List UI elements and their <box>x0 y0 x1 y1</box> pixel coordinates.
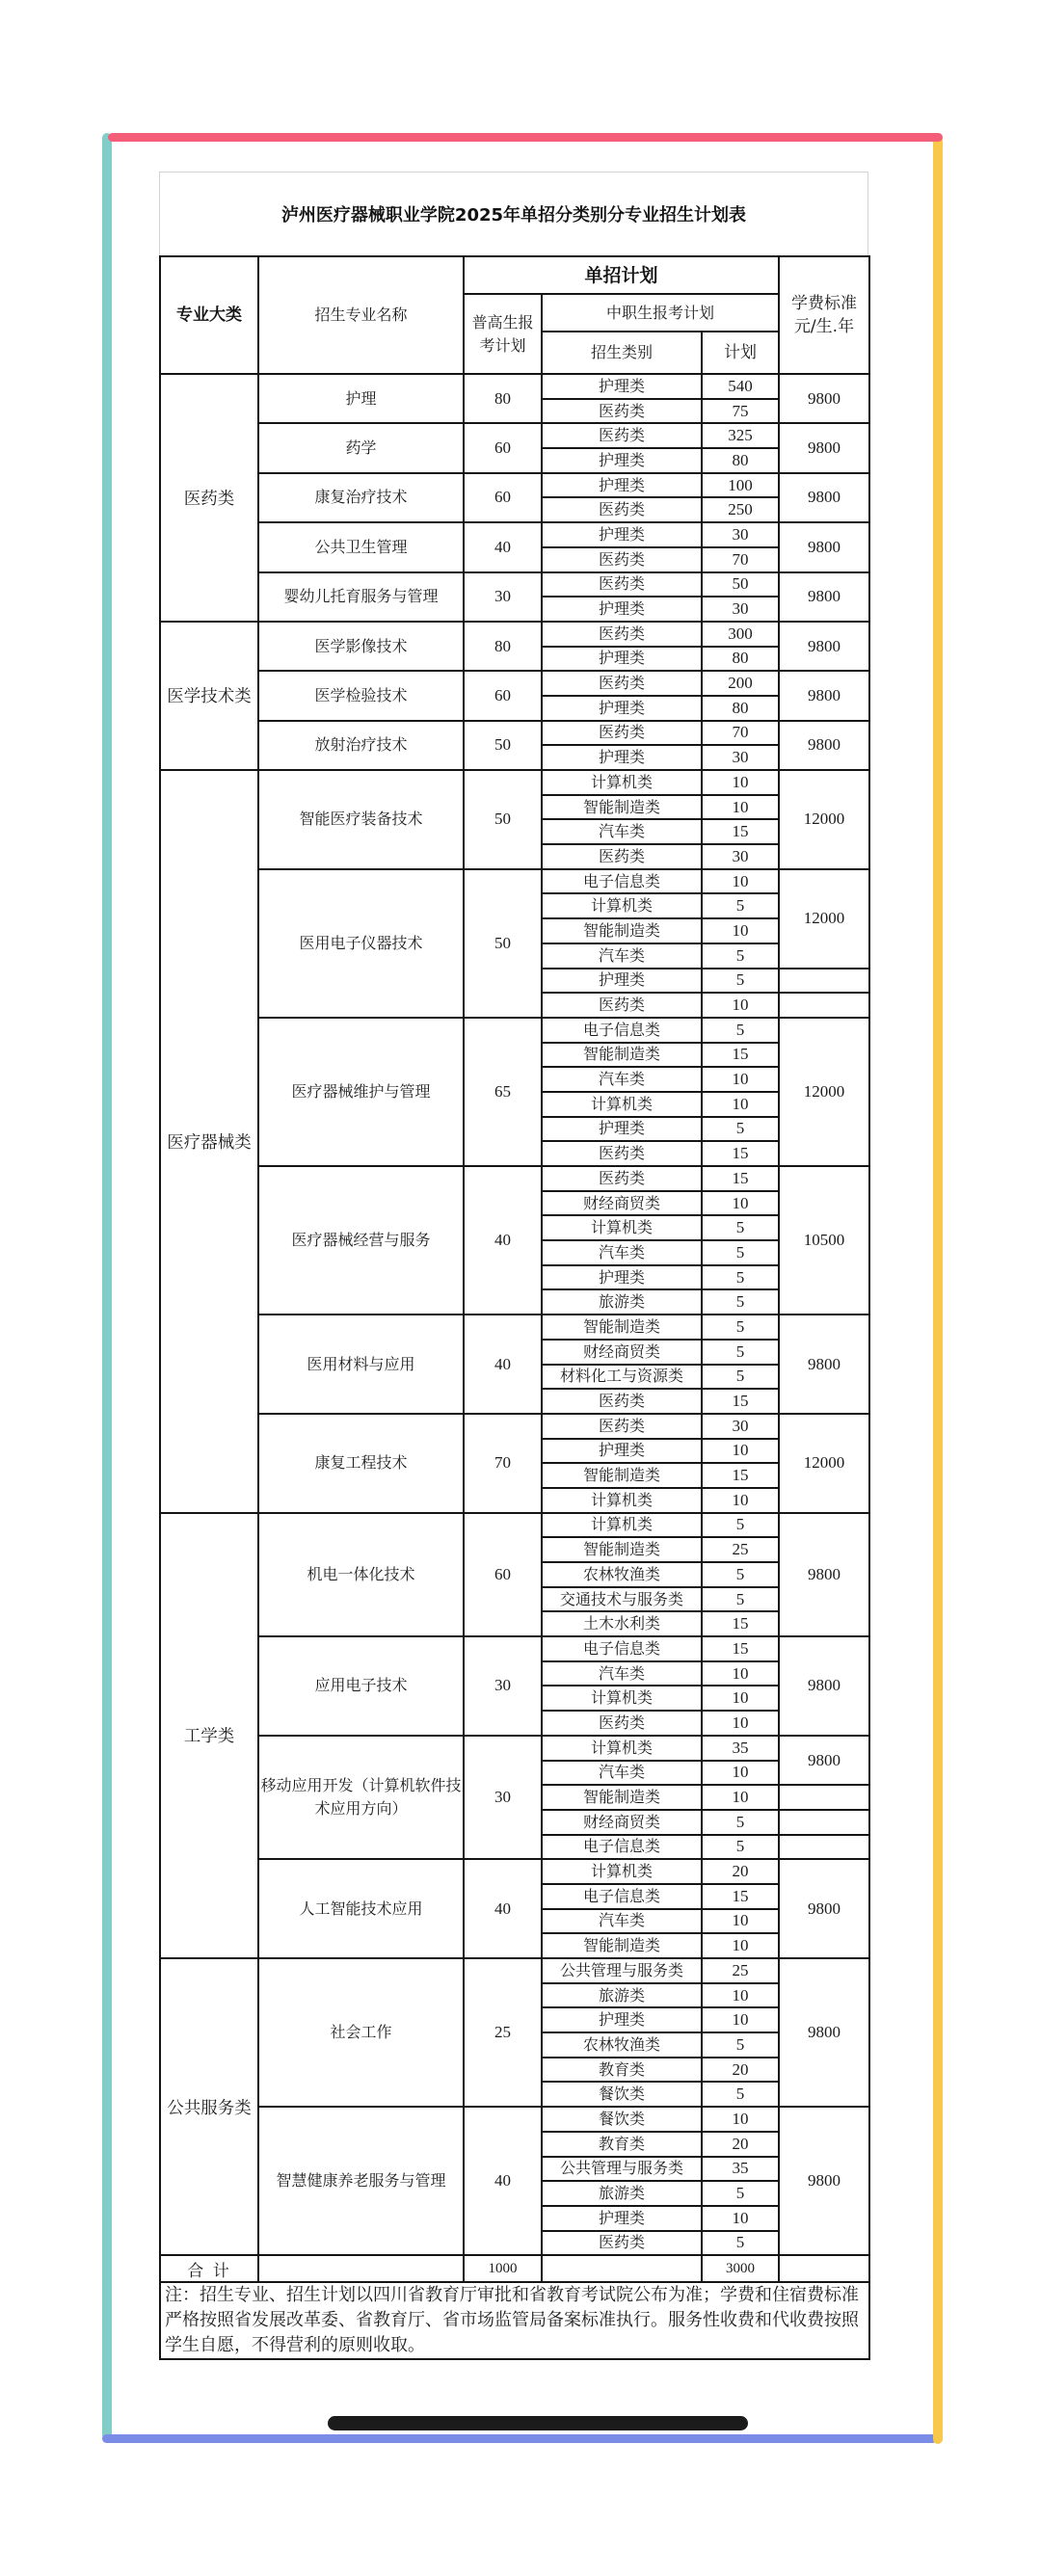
vocational-plan-cell: 70 <box>702 721 779 746</box>
vocational-plan-cell: 10 <box>702 1661 779 1686</box>
total-vocational-plan: 3000 <box>702 2255 779 2282</box>
general-plan-cell: 40 <box>464 522 542 571</box>
vocational-plan-cell: 5 <box>702 1315 779 1340</box>
enroll-category-cell: 智能制造类 <box>542 1463 702 1488</box>
tuition-cell: 9800 <box>779 622 869 671</box>
enroll-category-cell: 餐饮类 <box>542 2082 702 2107</box>
enroll-category-cell: 医药类 <box>542 1389 702 1414</box>
vocational-plan-cell: 15 <box>702 1884 779 1909</box>
vocational-plan-cell: 250 <box>702 497 779 522</box>
enroll-category-cell: 护理类 <box>542 2206 702 2231</box>
vocational-plan-cell: 5 <box>702 943 779 969</box>
vocational-plan-cell: 30 <box>702 745 779 770</box>
table-row <box>160 1018 869 1043</box>
tuition-cell: 12000 <box>779 1414 869 1513</box>
vocational-plan-cell: 70 <box>702 547 779 572</box>
enroll-category-cell: 餐饮类 <box>542 2107 702 2132</box>
vocational-plan-cell: 5 <box>702 1513 779 1538</box>
category-cell: 医学技术类 <box>160 622 258 770</box>
vocational-plan-cell: 10 <box>702 918 779 943</box>
table-row <box>160 1414 869 1439</box>
enroll-category-cell: 财经商贸类 <box>542 1810 702 1835</box>
general-plan-cell: 65 <box>464 1018 542 1166</box>
enroll-category-cell: 财经商贸类 <box>542 1191 702 1216</box>
enroll-category-cell: 医药类 <box>542 1711 702 1736</box>
vocational-plan-cell: 5 <box>702 1215 779 1240</box>
enroll-category-cell: 材料化工与资源类 <box>542 1365 702 1390</box>
tuition-cell: 12000 <box>779 1018 869 1166</box>
enroll-category-cell: 医药类 <box>542 423 702 448</box>
vocational-plan-cell: 10 <box>702 869 779 894</box>
vocational-plan-cell: 15 <box>702 1611 779 1636</box>
enroll-category-cell: 交通技术与服务类 <box>542 1587 702 1612</box>
enroll-category-cell: 计算机类 <box>542 893 702 918</box>
vocational-plan-cell: 80 <box>702 647 779 672</box>
tuition-cell: 9800 <box>779 1736 869 1785</box>
enroll-category-cell: 医药类 <box>542 399 702 424</box>
tuition-empty-cell <box>779 1835 869 1860</box>
enroll-category-cell: 汽车类 <box>542 1661 702 1686</box>
enrollment-plan-table <box>159 255 870 2360</box>
tuition-cell: 9800 <box>779 1315 869 1414</box>
vocational-plan-cell: 10 <box>702 1761 779 1786</box>
tuition-cell: 9800 <box>779 473 869 522</box>
enroll-category-cell: 护理类 <box>542 696 702 721</box>
enroll-category-cell: 智能制造类 <box>542 795 702 820</box>
enroll-category-cell: 医药类 <box>542 993 702 1018</box>
enroll-category-cell: 护理类 <box>542 647 702 672</box>
enroll-category-cell: 计算机类 <box>542 1513 702 1538</box>
major-name-cell: 医疗器械维护与管理 <box>258 1018 464 1166</box>
enroll-category-cell: 护理类 <box>542 374 702 399</box>
tuition-cell: 9800 <box>779 1958 869 2107</box>
vocational-plan-cell: 25 <box>702 1958 779 1983</box>
note-row <box>160 2282 869 2359</box>
enroll-category-cell: 公共管理与服务类 <box>542 2157 702 2182</box>
enroll-category-cell: 医药类 <box>542 2231 702 2256</box>
vocational-plan-cell: 200 <box>702 671 779 696</box>
enroll-category-cell: 医药类 <box>542 1166 702 1191</box>
table-footer <box>160 2255 869 2359</box>
tuition-cell: 10500 <box>779 1166 869 1315</box>
table-title: 泸州医疗器械职业学院2025年单招分类别分专业招生计划表 <box>280 205 747 226</box>
tuition-cell: 9800 <box>779 671 869 720</box>
enroll-category-cell: 电子信息类 <box>542 1835 702 1860</box>
vocational-plan-cell: 5 <box>702 1835 779 1860</box>
vocational-plan-cell: 25 <box>702 1537 779 1562</box>
vocational-plan-cell: 10 <box>702 1933 779 1958</box>
major-name-cell: 康复工程技术 <box>258 1414 464 1513</box>
general-plan-cell: 60 <box>464 1513 542 1636</box>
major-name-cell: 婴幼儿托育服务与管理 <box>258 572 464 622</box>
enroll-category-cell: 护理类 <box>542 448 702 473</box>
enroll-category-cell: 医药类 <box>542 721 702 746</box>
major-name-cell: 智能医疗装备技术 <box>258 770 464 869</box>
enroll-category-cell: 智能制造类 <box>542 1785 702 1810</box>
vocational-plan-cell: 30 <box>702 597 779 622</box>
vocational-plan-cell: 540 <box>702 374 779 399</box>
enroll-category-cell: 计算机类 <box>542 770 702 795</box>
enroll-category-cell: 医药类 <box>542 497 702 522</box>
enroll-category-cell: 智能制造类 <box>542 1537 702 1562</box>
vocational-plan-cell: 15 <box>702 1463 779 1488</box>
enroll-category-cell: 护理类 <box>542 1439 702 1464</box>
table-row <box>160 374 869 399</box>
vocational-plan-cell: 10 <box>702 2206 779 2231</box>
enroll-category-cell: 计算机类 <box>542 1215 702 1240</box>
vocational-plan-cell: 300 <box>702 622 779 647</box>
vocational-plan-cell: 5 <box>702 1240 779 1265</box>
general-plan-cell: 60 <box>464 423 542 472</box>
vocational-plan-cell: 5 <box>702 969 779 994</box>
general-plan-cell: 60 <box>464 671 542 720</box>
table-row <box>160 671 869 696</box>
table-row <box>160 423 869 448</box>
major-name-cell: 放射治疗技术 <box>258 721 464 770</box>
enroll-category-cell: 教育类 <box>542 2132 702 2157</box>
frame-top-border <box>108 133 943 142</box>
header-tuition-line1: 学费标准 <box>791 294 858 313</box>
tuition-cell: 9800 <box>779 374 869 423</box>
home-indicator-bar[interactable] <box>328 2416 748 2430</box>
enroll-category-cell: 护理类 <box>542 597 702 622</box>
table-row <box>160 1315 869 1340</box>
vocational-plan-cell: 75 <box>702 399 779 424</box>
vocational-plan-cell: 30 <box>702 1414 779 1439</box>
tuition-cell: 9800 <box>779 522 869 571</box>
total-row <box>160 2255 869 2282</box>
general-plan-cell: 50 <box>464 721 542 770</box>
vocational-plan-cell: 10 <box>702 1909 779 1934</box>
vocational-plan-cell: 15 <box>702 1636 779 1661</box>
major-name-cell: 医疗器械经营与服务 <box>258 1166 464 1315</box>
general-plan-cell: 70 <box>464 1414 542 1513</box>
table-row <box>160 1166 869 1191</box>
vocational-plan-cell: 10 <box>702 2007 779 2032</box>
tuition-cell: 9800 <box>779 1513 869 1636</box>
table-row <box>160 473 869 498</box>
enroll-category-cell: 旅游类 <box>542 2181 702 2206</box>
tuition-empty-cell <box>779 1785 869 1810</box>
major-name-cell: 护理 <box>258 374 464 423</box>
tuition-cell: 9800 <box>779 2107 869 2255</box>
enroll-category-cell: 计算机类 <box>542 1488 702 1513</box>
enroll-category-cell: 医药类 <box>542 671 702 696</box>
enroll-category-cell: 电子信息类 <box>542 869 702 894</box>
general-plan-cell: 50 <box>464 770 542 869</box>
vocational-plan-cell: 10 <box>702 1191 779 1216</box>
major-name-cell: 医用电子仪器技术 <box>258 869 464 1018</box>
major-name-cell: 公共卫生管理 <box>258 522 464 571</box>
vocational-plan-cell: 5 <box>702 1562 779 1587</box>
vocational-plan-cell: 35 <box>702 2157 779 2182</box>
enroll-category-cell: 汽车类 <box>542 819 702 844</box>
vocational-plan-cell: 35 <box>702 1736 779 1761</box>
frame-bottom-border <box>102 2434 937 2443</box>
vocational-plan-cell: 5 <box>702 893 779 918</box>
enroll-category-cell: 护理类 <box>542 969 702 994</box>
header-plan: 计划 <box>702 332 779 374</box>
vocational-plan-cell: 10 <box>702 1488 779 1513</box>
enroll-category-cell: 智能制造类 <box>542 918 702 943</box>
table-row <box>160 1636 869 1661</box>
vocational-plan-cell: 50 <box>702 572 779 598</box>
general-plan-cell: 60 <box>464 473 542 522</box>
header-category: 专业大类 <box>160 256 258 374</box>
enroll-category-cell: 汽车类 <box>542 1240 702 1265</box>
major-name-cell: 社会工作 <box>258 1958 464 2107</box>
total-empty-cell <box>258 2255 464 2282</box>
category-cell: 医药类 <box>160 374 258 622</box>
tuition-cell: 12000 <box>779 869 869 969</box>
enroll-category-cell: 护理类 <box>542 1117 702 1142</box>
total-general-plan: 1000 <box>464 2255 542 2282</box>
enroll-category-cell: 护理类 <box>542 473 702 498</box>
tuition-cell: 12000 <box>779 770 869 869</box>
vocational-plan-cell: 15 <box>702 1166 779 1191</box>
enroll-category-cell: 智能制造类 <box>542 1315 702 1340</box>
enroll-category-cell: 护理类 <box>542 745 702 770</box>
major-name-cell: 智慧健康养老服务与管理 <box>258 2107 464 2255</box>
vocational-plan-cell: 5 <box>702 1018 779 1043</box>
enroll-category-cell: 汽车类 <box>542 1761 702 1786</box>
general-plan-cell: 40 <box>464 1859 542 1958</box>
general-plan-cell: 40 <box>464 1166 542 1315</box>
general-plan-cell: 40 <box>464 2107 542 2255</box>
vocational-plan-cell: 5 <box>702 1340 779 1365</box>
vocational-plan-cell: 10 <box>702 1439 779 1464</box>
enroll-category-cell: 医药类 <box>542 572 702 598</box>
tuition-empty-cell <box>779 993 869 1018</box>
enroll-category-cell: 医药类 <box>542 1414 702 1439</box>
enroll-category-cell: 计算机类 <box>542 1859 702 1884</box>
vocational-plan-cell: 15 <box>702 819 779 844</box>
table-row <box>160 622 869 647</box>
table-row <box>160 1958 869 1983</box>
enrollment-plan-document <box>159 172 868 2360</box>
enroll-category-cell: 旅游类 <box>542 1983 702 2008</box>
enroll-category-cell: 教育类 <box>542 2058 702 2083</box>
vocational-plan-cell: 10 <box>702 1983 779 2008</box>
header-vocational-plan: 中职生报考计划 <box>542 294 779 332</box>
general-plan-cell: 30 <box>464 1636 542 1736</box>
table-row <box>160 2107 869 2132</box>
vocational-plan-cell: 5 <box>702 1117 779 1142</box>
vocational-plan-cell: 80 <box>702 696 779 721</box>
enroll-category-cell: 智能制造类 <box>542 1933 702 1958</box>
enroll-category-cell: 护理类 <box>542 522 702 547</box>
enroll-category-cell: 汽车类 <box>542 1067 702 1092</box>
general-plan-cell: 30 <box>464 1736 542 1859</box>
enroll-category-cell: 汽车类 <box>542 943 702 969</box>
major-name-cell: 康复治疗技术 <box>258 473 464 522</box>
category-cell: 医疗器械类 <box>160 770 258 1513</box>
enroll-category-cell: 智能制造类 <box>542 1043 702 1068</box>
general-plan-cell: 40 <box>464 1315 542 1414</box>
enroll-category-cell: 医药类 <box>542 622 702 647</box>
enroll-category-cell: 旅游类 <box>542 1289 702 1315</box>
vocational-plan-cell: 10 <box>702 770 779 795</box>
tuition-empty-cell <box>779 969 869 994</box>
tuition-cell: 9800 <box>779 1636 869 1736</box>
vocational-plan-cell: 5 <box>702 2082 779 2107</box>
vocational-plan-cell: 10 <box>702 1711 779 1736</box>
vocational-plan-cell: 10 <box>702 993 779 1018</box>
tuition-cell: 9800 <box>779 721 869 770</box>
total-empty-cell <box>779 2255 869 2282</box>
major-name-cell: 移动应用开发（计算机软件技术应用方向） <box>258 1736 464 1859</box>
header-single-enrollment-plan: 单招计划 <box>464 256 779 294</box>
header-tuition-line2: 元/生.年 <box>793 317 855 336</box>
vocational-plan-cell: 5 <box>702 1365 779 1390</box>
tuition-empty-cell <box>779 1810 869 1835</box>
vocational-plan-cell: 30 <box>702 522 779 547</box>
vocational-plan-cell: 20 <box>702 1859 779 1884</box>
general-plan-cell: 50 <box>464 869 542 1018</box>
vocational-plan-cell: 100 <box>702 473 779 498</box>
header-row-1 <box>160 256 869 294</box>
general-plan-cell: 80 <box>464 374 542 423</box>
enroll-category-cell: 电子信息类 <box>542 1018 702 1043</box>
vocational-plan-cell: 10 <box>702 2107 779 2132</box>
vocational-plan-cell: 5 <box>702 1289 779 1315</box>
vocational-plan-cell: 5 <box>702 2032 779 2058</box>
plan-table-body <box>160 374 869 2255</box>
vocational-plan-cell: 10 <box>702 1686 779 1711</box>
table-row <box>160 1736 869 1761</box>
vocational-plan-cell: 10 <box>702 1092 779 1117</box>
enroll-category-cell: 土木水利类 <box>542 1611 702 1636</box>
enroll-category-cell: 计算机类 <box>542 1686 702 1711</box>
general-plan-cell: 25 <box>464 1958 542 2107</box>
vocational-plan-cell: 20 <box>702 2132 779 2157</box>
vocational-plan-cell: 15 <box>702 1389 779 1414</box>
vocational-plan-cell: 10 <box>702 1785 779 1810</box>
header-tuition <box>779 256 869 374</box>
table-header <box>160 256 869 374</box>
table-title-box <box>159 172 868 255</box>
table-row <box>160 721 869 746</box>
enroll-category-cell: 护理类 <box>542 1265 702 1290</box>
vocational-plan-cell: 15 <box>702 1141 779 1166</box>
vocational-plan-cell: 20 <box>702 2058 779 2083</box>
header-major-name: 招生专业名称 <box>258 256 464 374</box>
table-row <box>160 522 869 547</box>
enroll-category-cell: 电子信息类 <box>542 1884 702 1909</box>
tuition-cell: 9800 <box>779 423 869 472</box>
vocational-plan-cell: 325 <box>702 423 779 448</box>
header-enroll-category: 招生类别 <box>542 332 702 374</box>
enroll-category-cell: 汽车类 <box>542 1909 702 1934</box>
enroll-category-cell: 医药类 <box>542 1141 702 1166</box>
enroll-category-cell: 财经商贸类 <box>542 1340 702 1365</box>
frame-right-border <box>933 136 943 2444</box>
vocational-plan-cell: 5 <box>702 2231 779 2256</box>
category-cell: 工学类 <box>160 1513 258 1958</box>
table-row <box>160 1859 869 1884</box>
tuition-cell: 9800 <box>779 1859 869 1958</box>
enroll-category-cell: 医药类 <box>542 547 702 572</box>
enroll-category-cell: 医药类 <box>542 844 702 869</box>
vocational-plan-cell: 5 <box>702 1810 779 1835</box>
enroll-category-cell: 计算机类 <box>542 1092 702 1117</box>
vocational-plan-cell: 80 <box>702 448 779 473</box>
enroll-category-cell: 农林牧渔类 <box>542 2032 702 2058</box>
table-row <box>160 869 869 894</box>
enroll-category-cell: 农林牧渔类 <box>542 1562 702 1587</box>
general-plan-cell: 30 <box>464 572 542 622</box>
vocational-plan-cell: 5 <box>702 2181 779 2206</box>
major-name-cell: 医学影像技术 <box>258 622 464 671</box>
major-name-cell: 机电一体化技术 <box>258 1513 464 1636</box>
table-row <box>160 1513 869 1538</box>
category-cell: 公共服务类 <box>160 1958 258 2255</box>
vocational-plan-cell: 10 <box>702 795 779 820</box>
vocational-plan-cell: 15 <box>702 1043 779 1068</box>
vocational-plan-cell: 5 <box>702 1587 779 1612</box>
tuition-cell: 9800 <box>779 572 869 622</box>
table-row <box>160 770 869 795</box>
table-row <box>160 572 869 598</box>
major-name-cell: 医用材料与应用 <box>258 1315 464 1414</box>
enroll-category-cell: 电子信息类 <box>542 1636 702 1661</box>
enroll-category-cell: 公共管理与服务类 <box>542 1958 702 1983</box>
vocational-plan-cell: 5 <box>702 1265 779 1290</box>
major-name-cell: 应用电子技术 <box>258 1636 464 1736</box>
vocational-plan-cell: 10 <box>702 1067 779 1092</box>
major-name-cell: 人工智能技术应用 <box>258 1859 464 1958</box>
general-plan-cell: 80 <box>464 622 542 671</box>
major-name-cell: 药学 <box>258 423 464 472</box>
total-label: 合 计 <box>160 2255 258 2282</box>
enroll-category-cell: 计算机类 <box>542 1736 702 1761</box>
major-name-cell: 医学检验技术 <box>258 671 464 720</box>
vocational-plan-cell: 30 <box>702 844 779 869</box>
frame-left-border <box>102 133 112 2440</box>
header-general-hs-plan: 普高生报考计划 <box>464 294 542 374</box>
total-empty-cell <box>542 2255 702 2282</box>
enroll-category-cell: 护理类 <box>542 2007 702 2032</box>
table-note: 注：招生专业、招生计划以四川省教育厅审批和省教育考试院公布为准；学费和住宿费标准严格按照省发展改革委、省教育厅、省市场监管局备案标准执行。服务性收费和代收费按照学生自愿，不得营利的原则收取。 <box>160 2282 869 2359</box>
